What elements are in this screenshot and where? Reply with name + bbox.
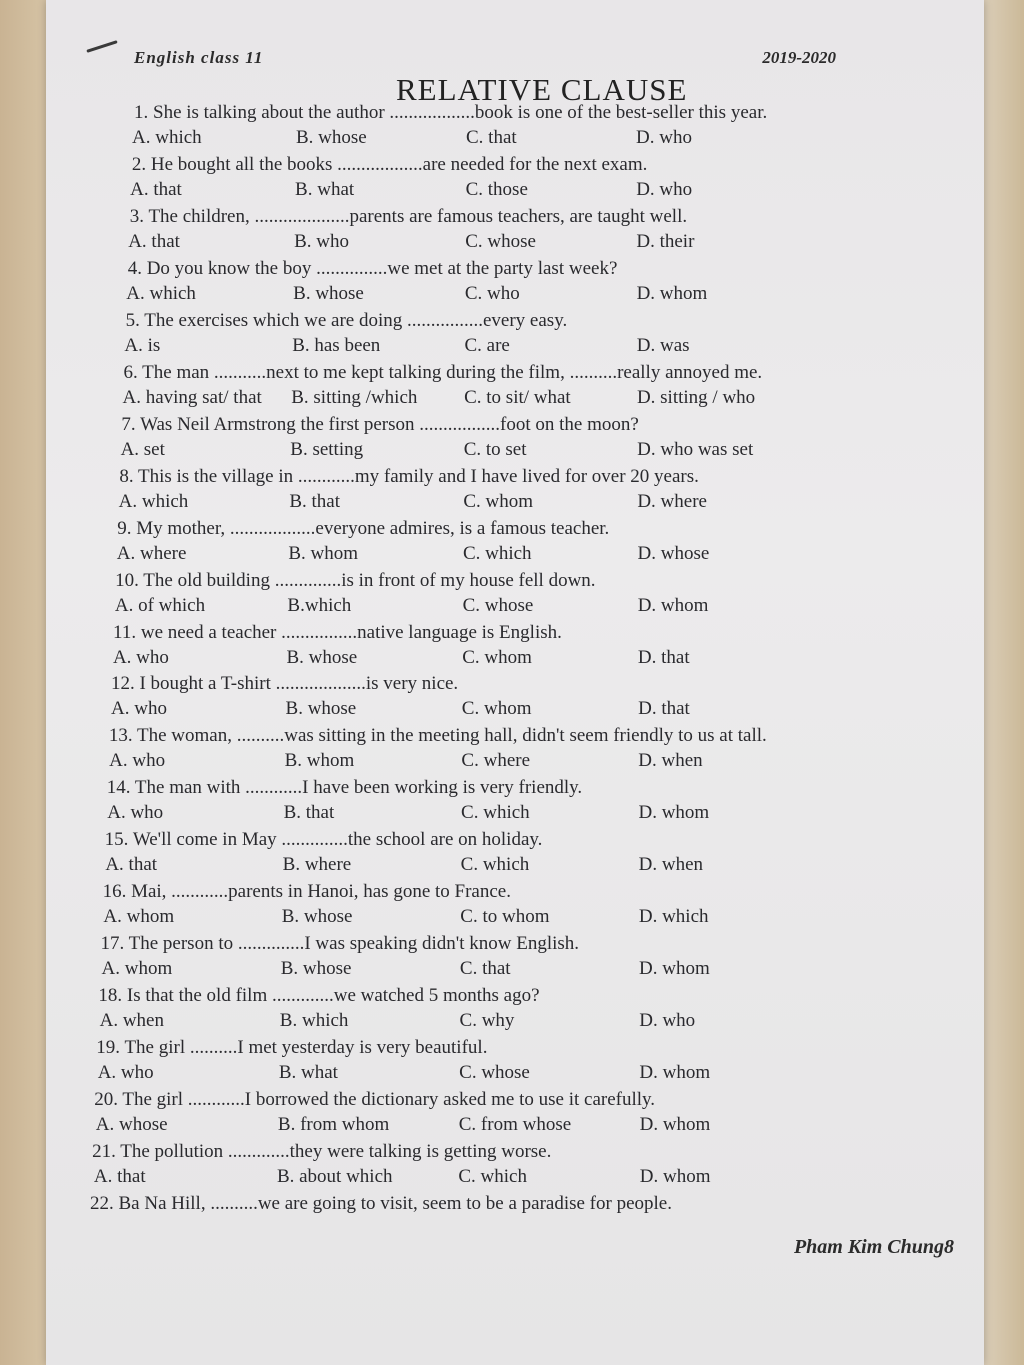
answer-option: B.which — [287, 594, 352, 616]
answer-option: B. from whom — [277, 1114, 390, 1136]
answer-option: C. to set — [463, 438, 527, 460]
answer-option: D. sitting / who — [636, 386, 756, 408]
question-text: 8. This is the village in ............my family and I have lived for over 20 years. — [119, 465, 699, 487]
answer-option: C. those — [465, 178, 528, 200]
question-text: 16. Mai, ............parents in Hanoi, has gone to France. — [102, 881, 511, 903]
answer-option: C. whom — [462, 646, 532, 668]
answer-option: B. whose — [296, 127, 367, 148]
answer-option: B. whose — [285, 698, 357, 720]
question-text: 22. Ba Na Hill, ..........we are going to visit, seem to be a paradise for people. — [90, 1193, 672, 1214]
answer-option: D. whom — [639, 1114, 711, 1136]
question-text: 15. We'll come in May ..............the school are on holiday. — [104, 829, 543, 851]
answer-option: C. which — [460, 854, 530, 876]
pen-mark — [86, 40, 117, 53]
answer-option: C. whom — [461, 698, 532, 720]
answer-option: D. whom — [637, 594, 709, 616]
answer-option: A. whom — [103, 906, 175, 928]
answer-option: C. which — [461, 802, 530, 824]
answer-option: C. who — [464, 282, 520, 304]
answer-option: D. who — [636, 127, 692, 148]
question-text: 4. Do you know the boy ...............we met at the party last week? — [127, 257, 618, 279]
answer-option: A. who — [111, 698, 167, 720]
answer-option: B. where — [282, 854, 352, 876]
answer-option: D. whom — [639, 1166, 711, 1188]
answer-option: B. sitting /which — [291, 386, 418, 408]
question-text: 20. The girl ............I borrowed the dictionary asked me to use it carefully. — [94, 1089, 656, 1111]
answer-option: B. that — [283, 802, 335, 824]
answer-option: B. whose — [286, 646, 358, 668]
answer-option: B. whose — [280, 958, 352, 980]
question-text: 7. Was Neil Armstrong the first person .................foot on the moon? — [121, 413, 639, 435]
question-text: 11. we need a teacher ................native language is English. — [113, 621, 562, 643]
year-header: 2019-2020 — [762, 48, 836, 67]
answer-option: B. has been — [292, 334, 381, 356]
answer-option: B. who — [294, 230, 349, 252]
answer-option: B. about which — [276, 1166, 393, 1188]
answer-option: B. which — [279, 1010, 349, 1032]
question-text: 9. My mother, ..................everyone admires, is a famous teacher. — [117, 517, 610, 539]
answer-option: B. whom — [288, 542, 359, 564]
answer-option: C. to sit/ what — [464, 386, 571, 408]
answer-option: A. having sat/ that — [122, 386, 262, 408]
question-text: 6. The man ...........next to me kept talking during the film, ..........really annoyed me. — [123, 361, 763, 383]
question-text: 18. Is that the old film .............we watched 5 months ago? — [98, 985, 540, 1007]
answer-option: C. are — [464, 334, 510, 356]
answer-option: D. was — [636, 334, 690, 356]
answer-option: A. who — [107, 802, 164, 824]
course-header: English class 11 — [134, 48, 264, 67]
answer-option: D. whom — [639, 1062, 711, 1084]
page-number: 8 — [944, 1236, 954, 1258]
question-text: 3. The children, ....................parents are famous teachers, are taught well. — [129, 205, 688, 227]
question-text: 13. The woman, ..........was sitting in the meeting hall, didn't seem friendly to us at tall. — [108, 725, 767, 747]
question-text: 1. She is talking about the author ..................book is one of the best-seller this year. — [134, 102, 768, 123]
signature — [794, 1236, 954, 1259]
answer-option: D. where — [637, 490, 707, 512]
answer-option: A. who — [109, 750, 166, 772]
answer-option: C. from whose — [458, 1114, 572, 1136]
answer-option: B. whom — [284, 750, 355, 772]
answer-option: B. whose — [281, 906, 353, 928]
answer-option: A. who — [97, 1062, 154, 1084]
question-text: 17. The person to ..............I was speaking didn't know English. — [100, 933, 580, 955]
answer-option: A. that — [130, 178, 182, 200]
question-text: 19. The girl ..........I met yesterday is very beautiful. — [96, 1037, 488, 1059]
answer-option: A. set — [120, 438, 165, 460]
answer-option: D. when — [638, 854, 704, 876]
answer-option: A. whose — [95, 1114, 168, 1136]
answer-option: A. when — [99, 1010, 164, 1032]
question-text: 14. The man with ............I have been working is very friendly. — [106, 777, 583, 799]
answer-option: D. whom — [638, 802, 710, 824]
answer-option: A. that — [128, 230, 180, 252]
answer-option: D. when — [638, 750, 703, 772]
answer-option: A. which — [132, 127, 202, 148]
answer-option: A. who — [112, 646, 169, 668]
answer-option: B. what — [295, 178, 355, 200]
answer-option: B. that — [289, 490, 340, 512]
answer-option: D. that — [638, 698, 690, 720]
answer-option: C. whose — [465, 230, 536, 252]
answer-option: A. that — [93, 1166, 146, 1188]
answer-option: B. what — [278, 1062, 338, 1084]
answer-option: A. whom — [101, 958, 173, 980]
question-text: 5. The exercises which we are doing ................every easy. — [125, 309, 568, 331]
question-text: 10. The old building ..............is in front of my house fell down. — [115, 569, 596, 591]
question-text: 12. I bought a T-shirt ...................is very nice. — [110, 673, 459, 695]
answer-option: C. whose — [462, 594, 534, 616]
answer-option: A. which — [126, 282, 196, 304]
question-text: 2. He bought all the books ..................are needed for the next exam. — [131, 153, 648, 175]
answer-option: A. that — [105, 854, 158, 876]
answer-option: D. whom — [639, 958, 710, 980]
question-text: 21. The pollution .............they were talking is getting worse. — [92, 1141, 552, 1163]
answer-option: D. whose — [637, 542, 710, 564]
answer-option: C. which — [458, 1166, 527, 1188]
answer-option: D. who — [639, 1010, 696, 1032]
answer-option: A. of which — [114, 594, 206, 616]
author-signature: Pham Kim Chung — [793, 1236, 944, 1258]
answer-option: C. to whom — [460, 906, 550, 928]
answer-option: D. which — [638, 906, 709, 928]
answer-option: D. that — [637, 646, 690, 668]
answer-option: D. who — [636, 178, 693, 200]
answer-option: C. that — [466, 127, 517, 148]
answer-option: B. whose — [293, 282, 364, 304]
answer-option: C. why — [459, 1010, 515, 1032]
answer-option: A. which — [118, 490, 189, 512]
answer-option: C. where — [461, 750, 531, 772]
answer-option: A. where — [116, 542, 187, 564]
page-title: RELATIVE CLAUSE — [396, 72, 688, 107]
answer-option: C. that — [459, 958, 511, 980]
answer-option: C. whom — [463, 490, 534, 512]
answer-option: A. is — [124, 334, 161, 356]
worksheet-page — [46, 0, 984, 1365]
answer-option: B. setting — [290, 438, 364, 460]
answer-option: C. whose — [459, 1062, 530, 1084]
answer-option: D. whom — [636, 282, 708, 304]
answer-option: D. who was set — [637, 438, 754, 460]
answer-option: C. which — [462, 542, 532, 564]
answer-option: D. their — [636, 230, 695, 252]
